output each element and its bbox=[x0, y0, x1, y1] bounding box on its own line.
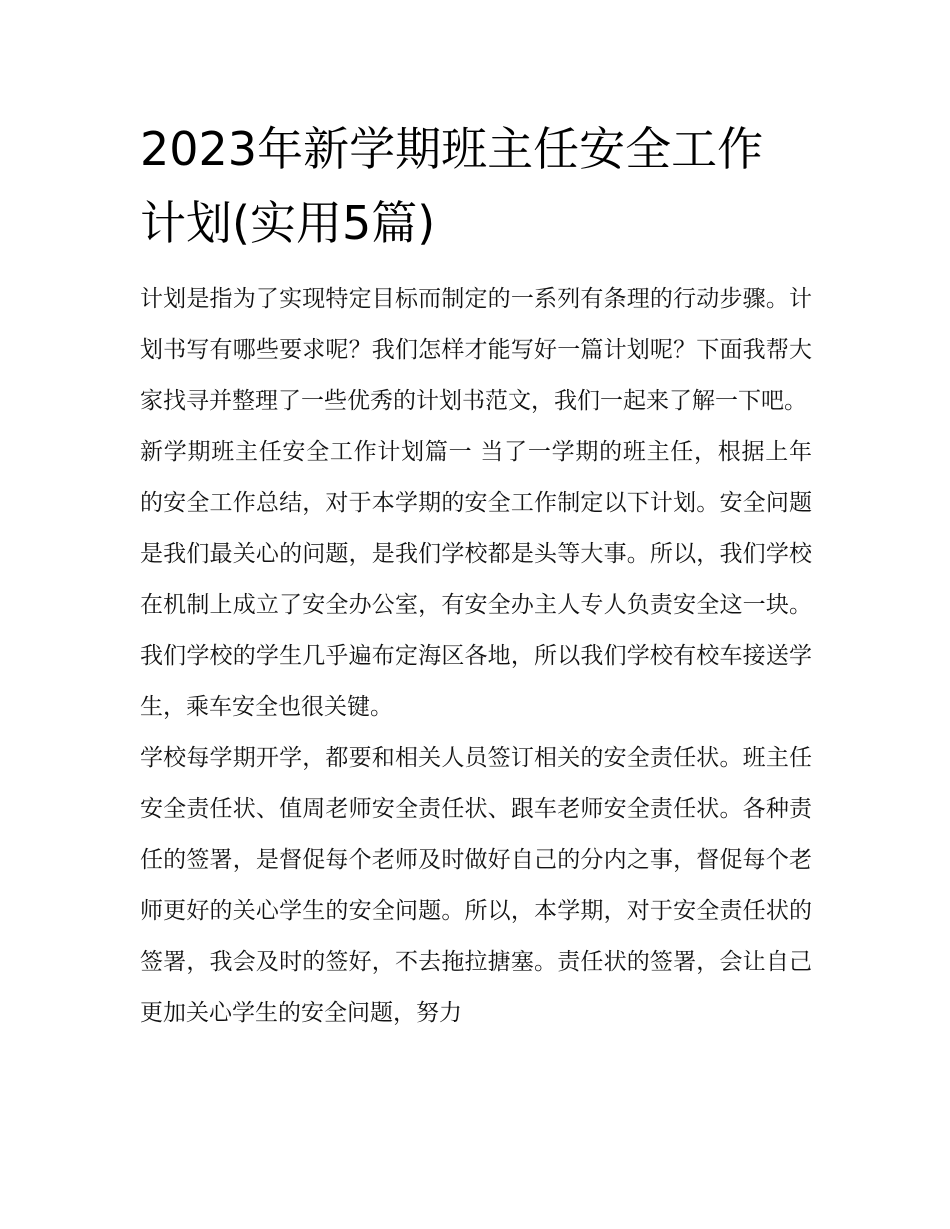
paragraph-intro: 计划是指为了实现特定目标而制定的一系列有条理的行动步骤。计划书写有哪些要求呢？我们怎样才能写好一篇计划呢？下面我帮大家找寻并整理了一些优秀的计划书范文，我们一起来了解一下吧。 bbox=[140, 286, 812, 414]
paragraph-section-1: 新学期班主任安全工作计划篇一 当了一学期的班主任，根据上年的安全工作总结，对于本学期的安全工作制定以下计划。安全问题是我们最关心的问题，是我们学校都是头等大事。所以，我们学校在机制上成立了安全办公室，有安全办主人专人负责安全这一块。我们学校的学生几乎遍布定海区各地，所以我们学校有校车接送学生，乘车安全也很关键。 bbox=[140, 439, 812, 720]
paragraph-section-2: 学校每学期开学，都要和相关人员签订相关的安全责任状。班主任安全责任状、值周老师安全责任状、跟车老师安全责任状。各种责任的签署，是督促每个老师及时做好自己的分内之事，督促每个老师更好的关心学生的安全问题。所以，本学期，对于安全责任状的签署，我会及时的签好，不去拖拉搪塞。责任状的签署，会让自己更加关心学生的安全问题，努力 bbox=[140, 745, 812, 1026]
title-line-2: 计划(实用5篇) bbox=[140, 196, 436, 250]
document-title bbox=[140, 112, 812, 260]
document-body bbox=[140, 274, 812, 1039]
title-line-1: 2023年新学期班主任安全工作 bbox=[140, 122, 764, 176]
document-content bbox=[140, 112, 812, 1039]
